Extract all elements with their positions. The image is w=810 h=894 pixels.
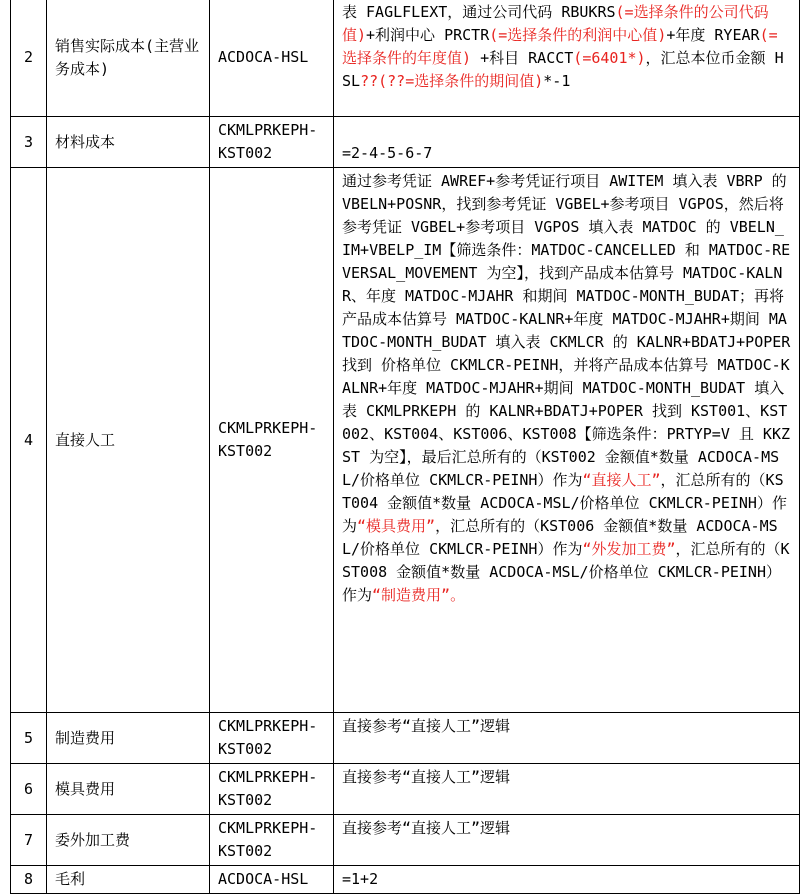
source-field: CKMLPRKEPH-KST002	[210, 713, 334, 764]
row-number: 3	[11, 117, 47, 168]
logic-text	[334, 168, 800, 713]
logic-segment: 直接参考“直接人工”逻辑	[342, 768, 511, 786]
table-row	[11, 0, 800, 117]
logic-segment: +科目 RACCT	[471, 49, 574, 67]
row-number: 4	[11, 168, 47, 713]
row-number: 6	[11, 764, 47, 815]
logic-segment: 表 FAGLFLEXT，通过公司代码 RBUKRS	[342, 3, 616, 21]
table-row	[11, 168, 800, 713]
source-field: CKMLPRKEPH-KST002	[210, 168, 334, 713]
item-name: 模具费用	[47, 764, 210, 815]
logic-segment: ，汇总所有的（KST008 金额值*数量 ACDOCA-MSL/价格单位 CKMLCR-PEINH）作为	[342, 540, 790, 604]
logic-segment-highlight: (=选择条件的利润中心值)	[489, 26, 667, 44]
logic-table	[10, 0, 800, 894]
logic-segment-highlight: (=选择条件的年度值)	[342, 26, 778, 67]
logic-segment: ，汇总本位币金额 HSL	[342, 49, 784, 90]
source-field: CKMLPRKEPH-KST002	[210, 815, 334, 866]
logic-text	[334, 117, 800, 168]
row-number: 5	[11, 713, 47, 764]
logic-text	[334, 713, 800, 764]
logic-text	[334, 764, 800, 815]
item-name: 材料成本	[47, 117, 210, 168]
logic-segment-highlight: “直接人工”	[582, 471, 661, 489]
item-name: 毛利	[47, 866, 210, 894]
logic-segment: ，汇总所有的（KST006 金额值*数量 ACDOCA-MSL/价格单位 CKMLCR-PEINH）作为	[342, 517, 778, 558]
row-number: 8	[11, 866, 47, 894]
source-field: ACDOCA-HSL	[210, 0, 334, 117]
logic-segment-highlight: (=6401*)	[573, 49, 646, 67]
logic-segment: =1+2	[342, 870, 379, 888]
item-name: 制造费用	[47, 713, 210, 764]
source-field: CKMLPRKEPH-KST002	[210, 764, 334, 815]
row-number: 7	[11, 815, 47, 866]
source-field: ACDOCA-HSL	[210, 866, 334, 894]
logic-segment-highlight: “制造费用”。	[372, 586, 466, 604]
logic-segment: +年度 RYEAR	[666, 26, 760, 44]
logic-text	[334, 866, 800, 894]
logic-text	[334, 0, 800, 117]
logic-segment-highlight: (=选择条件的公司代码值)	[342, 3, 769, 44]
logic-text	[334, 815, 800, 866]
table-row	[11, 866, 800, 894]
logic-segment: =2-4-5-6-7	[342, 144, 433, 162]
table-row	[11, 713, 800, 764]
row-number: 2	[11, 0, 47, 117]
logic-segment: +利润中心 PRCTR	[366, 26, 490, 44]
item-name: 直接人工	[47, 168, 210, 713]
logic-segment: *-1	[543, 72, 571, 90]
source-field: CKMLPRKEPH-KST002	[210, 117, 334, 168]
item-name: 销售实际成本(主营业务成本)	[47, 0, 210, 117]
logic-segment-highlight: “外发加工费”	[582, 540, 676, 558]
item-name: 委外加工费	[47, 815, 210, 866]
logic-segment: ，汇总所有的（KST004 金额值*数量 ACDOCA-MSL/价格单位 CKMLCR-PEINH）作为	[342, 471, 787, 535]
logic-segment: 直接参考“直接人工”逻辑	[342, 717, 511, 735]
logic-segment: 通过参考凭证 AWREF+参考凭证行项目 AWITEM 填入表 VBRP 的 VBELN+POSNR，找到参考凭证 VGBEL+参考项目 VGPOS，然后将参考凭证 VGBEL+参考项目 VGPOS 填入表 MATDOC 的 VBELN_IM+VBELP_IM【筛选条件：MATDOC-CANCELLED 和 MATDOC-REVERSAL_MOVEMENT 为空】，找到产品成本估算号 MATDOC-KALNR、年度 MATDOC-MJAHR 和期间 MATDOC-MONTH_BUDAT；再将产品成本估算号 MATDOC-KALNR+年度 MATDOC-MJAHR+期间 MATDOC-MONTH_BUDAT 填入表 CKMLCR 的 KALNR+BDATJ+POPER 找到 价格单位 CKMLCR-PEINH，并将产品成本估算号 MATDOC-KALNR+年度 MATDOC-MJAHR+期间 MATDOC-MONTH_BUDAT 填入表 CKMLPRKEPH 的 KALNR+BDATJ+POPER 找到 KST001、KST002、KST004、KST006、KST008【筛选条件：PRTYP=V 且 KKZST 为空】，最后汇总所有的（KST002 金额值*数量 ACDOCA-MSL/价格单位 CKMLCR-PEINH）作为	[342, 172, 791, 489]
logic-segment-highlight: ??(??=选择条件的期间值)	[360, 72, 544, 90]
table-row	[11, 117, 800, 168]
logic-segment-highlight: “模具费用”	[357, 517, 436, 535]
table-row	[11, 764, 800, 815]
table-row	[11, 815, 800, 866]
logic-segment: 直接参考“直接人工”逻辑	[342, 819, 511, 837]
